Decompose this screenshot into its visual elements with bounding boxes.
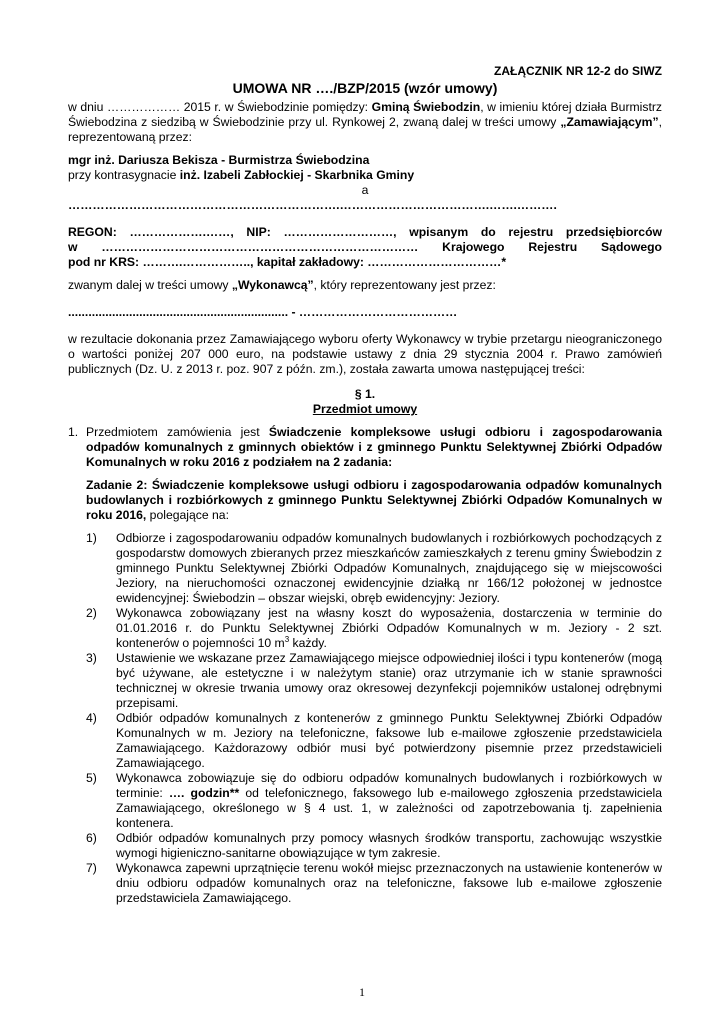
contractor-label: „Wykonawcą”: [231, 278, 314, 292]
list-item-text: Ustawienie we wskazane przez Zamawiającego miejsce odpowiedniej ilości i typu kontenerów (mogą być używane, ale estetyczne i w należytym stanie) oraz utrzymanie ich w stanie sprawności technicznej w okresie trwania umowy oraz okresowej dezynfekcji pojemników ustalonej odrębnymi przepisami.: [116, 651, 662, 710]
task-paragraph: [86, 478, 662, 523]
list-item-text: Odbiór odpadów komunalnych przy pomocy własnych środków transportu, zachowując wszystkie wymogi higieniczno-sanitarne obowiązujące w tym zakresie.: [116, 831, 662, 860]
list-item-text: Odbiór odpadów komunalnych z kontenerów z gminnego Punktu Selektywnej Zbiórki Odpadów Komunalnych w m. Jeziory na telefoniczne, faksowe lub e-mailowe zgłoszenie przedstawiciela Zamawiającego. Każdorazowy odbiór musi być potwierdzony pisemnie przez przedstawicieli Zamawiającego.: [116, 711, 662, 770]
list-item-text-a: Wykonawca zobowiązany jest na własny koszt do wyposażenia, dostarczenia w terminie do 01.01.2016 r. do Punktu Selektywnej Zbiórki Odpadów Komunalnych w m. Jeziory - 2 szt. kontenerów o pojemności 10 m: [116, 606, 662, 650]
countersignature-treasurer: inż. Izabeli Zabłockiej - Skarbnika Gminy: [179, 168, 415, 182]
list-item-text: Wykonawca zapewni uprzątnięcie terenu wokół miejsc przeznaczonych na ustawienie kontenerów w dniu odbioru odpadów komunalnych oraz na telefoniczne, faksowe lub e-mailowe zgłoszenie przedstawiciela Zamawiającego.: [116, 861, 662, 905]
section-number: § 1.: [354, 387, 376, 401]
list-item: [86, 771, 662, 831]
list-item-text-a: Wykonawca zobowiązuje się do odbioru odpadów komunalnych budowlanych i rozbiórkowych w terminie:: [116, 771, 662, 800]
page-number: 1: [359, 985, 365, 999]
list-item-text-b: każdy.: [289, 636, 327, 650]
result-paragraph: w rezultacie dokonania przez Zamawiającego wyboru oferty Wykonawcy w trybie przetargu nieograniczonego o wartości poniżej 207 000 euro, na podstawie ustawy z dnia 29 stycznia 2004 r. Prawo zamówień publicznych (Dz. U. z 2013 r. poz. 907 z późn. zm.), została zawarta umowa następującej treści:: [68, 332, 662, 376]
list-number: 3): [86, 651, 97, 665]
subject-text-a: Przedmiotem zamówienia jest: [86, 425, 269, 439]
contractor-paragraph: [68, 278, 662, 293]
list-number: 6): [86, 831, 97, 845]
list-item: [68, 425, 662, 523]
list-item-text-c: od telefonicznego, faksowego lub e-mailowego zgłoszenia przedstawiciela Zamawiającego, określonego w § 4 ust. 1, w zależności od zapotrzebowania tj. zapełnienia kontenera.: [116, 786, 662, 830]
representative-blank: ................................................................. - …………………………………: [68, 305, 458, 319]
list-item-text: [116, 771, 662, 831]
list-item: [86, 861, 662, 906]
superscript: 3: [284, 634, 290, 644]
countersignature-prefix: przy kontrasygnacie: [68, 168, 180, 182]
task-suffix: polegające na:: [146, 508, 229, 522]
intro-text-c: , w imieniu której działa Burmistrz Świebodzina z siedzibą w Świebodzinie przy ul. Rynkowej 2, zwaną dalej w treści umowy: [68, 100, 662, 129]
representative-mayor: mgr inż. Dariusza Bekisza - Burmistrza Świebodzina: [68, 153, 370, 167]
intro-paragraph: [68, 100, 662, 145]
countersignature: [68, 168, 662, 183]
list-item: [86, 711, 662, 771]
intro-text-a: w dniu ……………… 2015 r. w Świebodzinie pomiędzy:: [68, 100, 372, 114]
task-title: Zadanie 2: Świadczenie kompleksowe usługi odbioru i zagospodarowania odpadów komunalnych budowlanych i rozbiórkowych z gminnego Punktu Selektywnej Zbiórki Odpadów Komunalnych w roku 2016,: [86, 478, 662, 522]
contract-title: UMOWA NR …./BZP/2015 (wzór umowy): [232, 80, 498, 96]
list-item-hours: …. godzin**: [168, 786, 240, 800]
subject-paragraph: [86, 425, 662, 470]
intro-text-e: , reprezentowaną przez:: [68, 115, 662, 144]
regon-line-1: REGON: ……………….……, NIP: ………………………, wpisanym do rejestru przedsiębiorców: [68, 225, 662, 239]
regon-line-3: pod nr KRS: ……….…………….., kapitał zakładowy: ……………………………*: [68, 255, 507, 269]
list-number: 1.: [68, 425, 79, 439]
list-number: 4): [86, 711, 97, 725]
section-heading: Przedmiot umowy: [312, 402, 418, 416]
list-number: 1): [86, 531, 97, 545]
list-number: 2): [86, 606, 97, 620]
regon-line-2: w …………………………………………………………………… Krajowego Rejestru Sądowego: [68, 240, 662, 254]
intro-ordering-party: „Zamawiającym”: [560, 115, 659, 129]
list-item-text: Odbiorze i zagospodarowaniu odpadów komunalnych budowlanych i rozbiórkowych pochodzących z gospodarstw domowych zbieranych przez mieszkańców zamieszkałych z terenu gminy Świebodzin z gminnego Punktu Selektywnej Zbiórki Odpadów Komunalnych, znajdującego się w miejscowości Jeziory, na nieruchomości oznaczonej ewidencyjnie działką nr 166/12 położonej w jednostce ewidencyjnej: Świebodzin – obszar wiejski, obręb ewidencyjny: Jeziory.: [116, 531, 662, 605]
list-item: [86, 651, 662, 711]
document-body: [68, 58, 662, 906]
annex-label: ZAŁĄCZNIK NR 12-2 do SIWZ: [494, 64, 662, 78]
list-item: [86, 606, 662, 651]
list-item: [86, 831, 662, 861]
list-number: 5): [86, 771, 97, 785]
list-number: 7): [86, 861, 97, 875]
contractor-text-a: zwanym dalej w treści umowy: [68, 278, 232, 292]
subject-text-b: Świadczenie kompleksowe usługi odbioru i zagospodarowania odpadów komunalnych z gminnych obiektów i z gminnego Punktu Selektywnej Zbiórki Odpadów Komunalnych w roku 2016 z podziałem na 2 zadania:: [86, 425, 662, 469]
contractor-text-c: , który reprezentowany jest przez:: [313, 278, 496, 292]
list-item-text: [116, 606, 662, 651]
conjunction-and: a: [361, 183, 369, 197]
contractor-name-blank: ………………………………………………………….……………………………….…….……….: [68, 198, 557, 212]
intro-municipality: Gminą Świebodzin: [371, 100, 481, 114]
list-item: [86, 531, 662, 606]
